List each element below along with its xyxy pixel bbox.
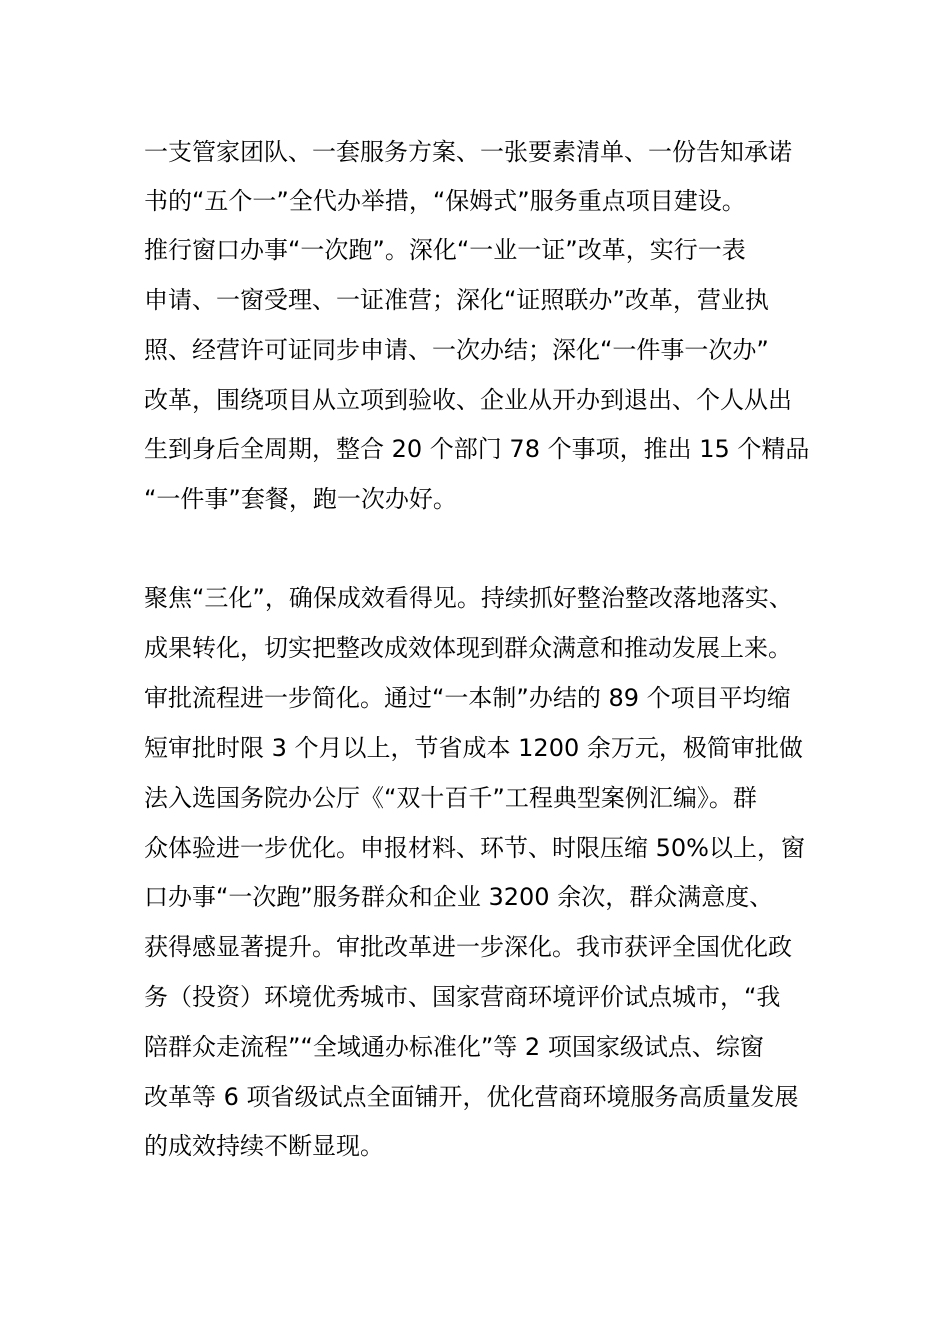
text-line: 陪群众走流程”“全域通办标准化”等 2 项国家级试点、综窗: [144, 1033, 764, 1061]
text-line: 生到身后全周期，整合 20 个部门 78 个事项，推出 15 个精品: [144, 435, 810, 463]
text-line: 推行窗口办事“一次跑”。深化“一业一证”改革，实行一表: [144, 236, 746, 264]
text-line: 获得感显著提升。审批改革进一步深化。我市获评全国优化政: [144, 933, 792, 961]
text-line: “一件事”套餐，跑一次办好。: [144, 485, 457, 513]
text-line: 书的“五个一”全代办举措，“保姆式”服务重点项目建设。: [144, 187, 746, 215]
text-line: 一支管家团队、一套服务方案、一张要素清单、一份告知承诺: [144, 138, 792, 166]
text-line: 法入选国务院办公厅《“双十百千”工程典型案例汇编》。群: [144, 784, 757, 812]
text-line: 照、经营许可证同步申请、一次办结；深化“一件事一次办”: [144, 336, 769, 364]
text-line: 聚焦“三化”，确保成效看得见。持续抓好整治整改落地落实、: [144, 584, 793, 612]
text-line: 申请、一窗受理、一证准营；深化“证照联办”改革，营业执: [144, 286, 769, 314]
text-line: 短审批时限 3 个月以上，节省成本 1200 余万元，极简审批做: [144, 734, 803, 762]
text-line: 改革等 6 项省级试点全面铺开，优化营商环境服务高质量发展: [144, 1083, 799, 1111]
text-line: 务（投资）环境优秀城市、国家营商环境评价试点城市，“我: [144, 983, 781, 1011]
text-line: 口办事“一次跑”服务群众和企业 3200 余次，群众满意度、: [144, 883, 774, 911]
text-line: 成果转化，切实把整改成效体现到群众满意和推动发展上来。: [144, 634, 792, 662]
text-line: 的成效持续不断显现。: [144, 1132, 384, 1160]
text-line: 众体验进一步优化。申报材料、环节、时限压缩 50%以上，窗: [144, 834, 805, 862]
text-line: 改革，围绕项目从立项到验收、企业从开办到退出、个人从出: [144, 386, 792, 414]
text-line: 审批流程进一步简化。通过“一本制”办结的 89 个项目平均缩: [144, 684, 791, 712]
